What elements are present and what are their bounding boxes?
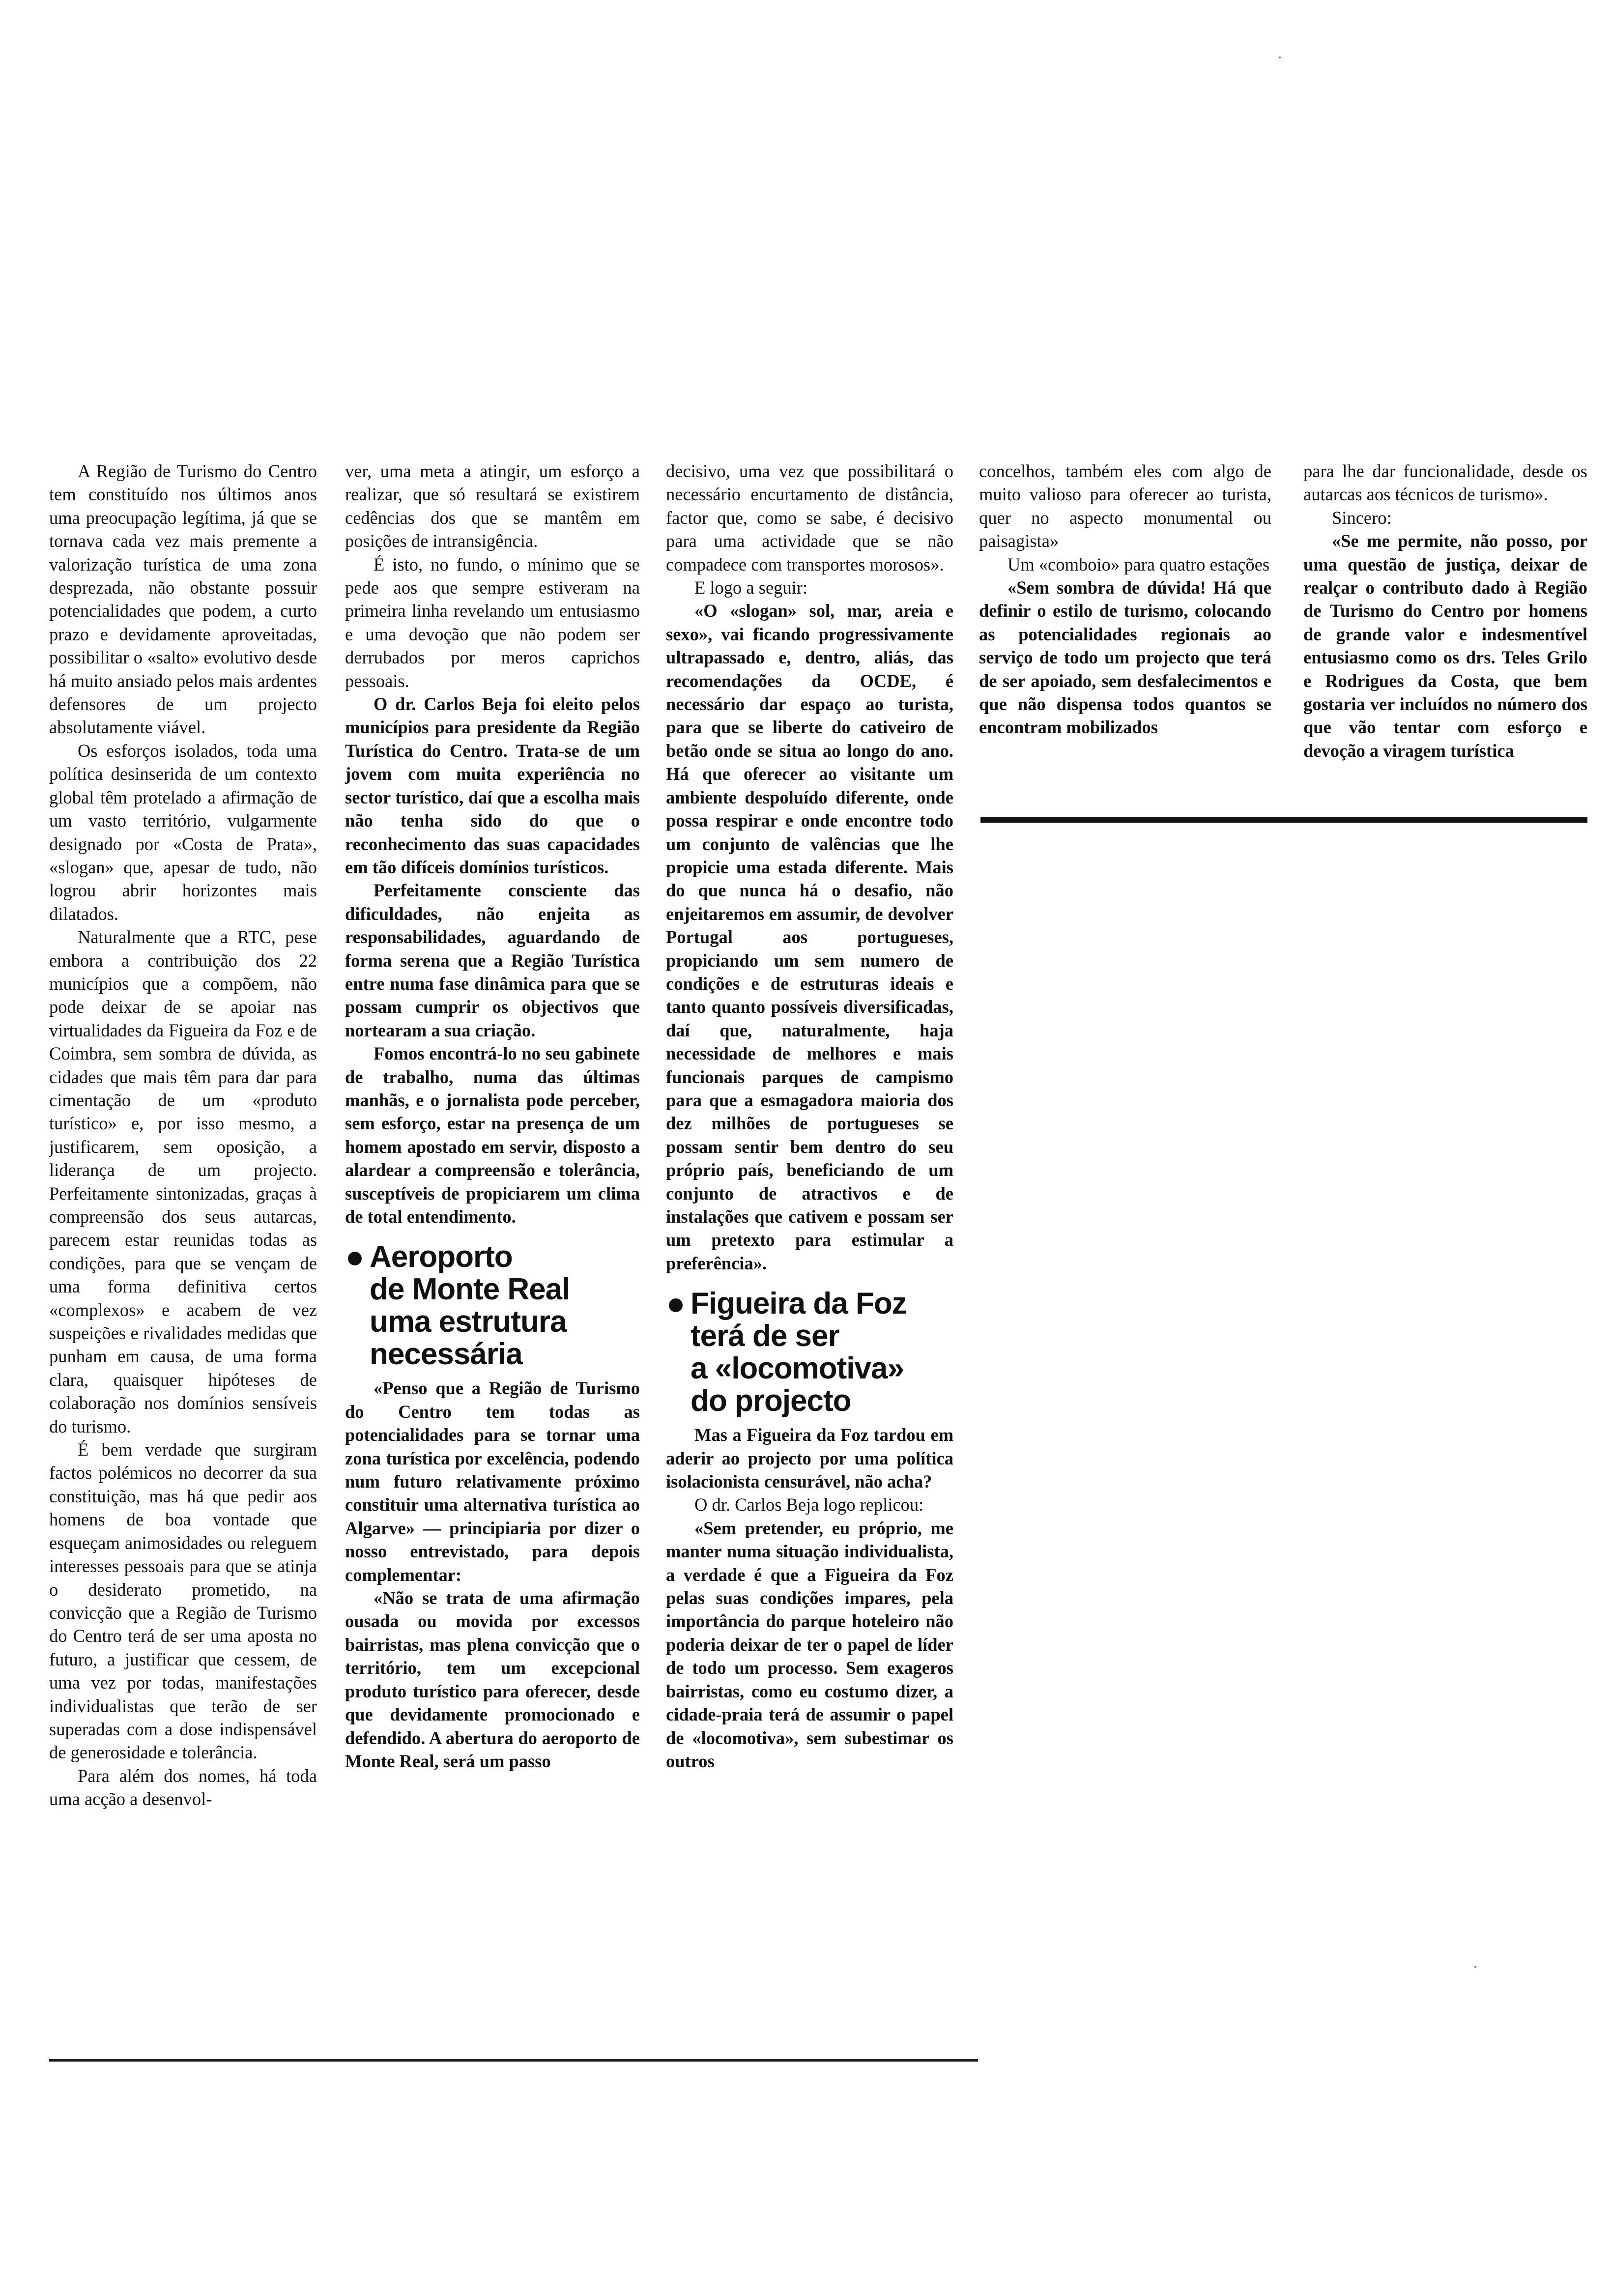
col3-body-after bbox=[666, 1423, 953, 1773]
article-paragraph: E logo a seguir: bbox=[694, 577, 808, 598]
article-column-1 bbox=[49, 459, 317, 1811]
subheading-line: do projecto bbox=[691, 1384, 851, 1418]
subheading-line: Figueira da Foz bbox=[691, 1287, 907, 1321]
article-paragraph: É bem verdade que surgiram factos polémicos no decorrer da sua constituição, mas há que pedir aos homens de boa vontade que esqueçam animosidades ou releguem interesses pessoais para que se atinja o desiderato prometido, na convicção que a Região de Turismo do Centro terá de ser uma aposta no futuro, a justificar que cessem, de uma vez por todas, manifestações individualistas que terão de ser superadas com a dose indispensável de generosidade e tolerância. bbox=[49, 1439, 317, 1763]
article-paragraph: para lhe dar funcionalidade, desde os autarcas aos técnicos de turismo». bbox=[1303, 461, 1587, 505]
article-column-4 bbox=[979, 459, 1271, 739]
article-column-3 bbox=[666, 459, 953, 1773]
scan-speck bbox=[1474, 1966, 1476, 1968]
article-paragraph: «O «slogan» sol, mar, areia e sexo», vai ficando progressivamente ultrapassado e, dentro, aliás, das recomendações da OCDE, é necessário dar espaço ao turista, para que se liberte do cativeiro de betão onde se situa ao longo do ano. Há que oferecer ao visitante um ambiente despoluído diferente, onde possa respirar e onde encontre todo um conjunto de valências que lhe propicie uma estada diferente. Mais do que nunca há o desafio, não enjeitaremos em assumir, de devolver Portugal aos portugueses, propiciando um sem numero de condições e de estruturas ideais e tanto quanto possíveis diversificadas, daí que, naturalmente, haja necessidade de melhores e mais funcionais parques de campismo para que a esmagadora maioria dos dez milhões de portugueses se possam sentir bem dentro do seu próprio país, beneficiando de um conjunto de atractivos e de instalações que cativem e possam ser um pretexto para estimular a preferência». bbox=[666, 601, 953, 1273]
subheading-line: a «locomotiva» bbox=[691, 1351, 904, 1386]
article-paragraph: Os esforços isolados, toda uma política desinserida de um contexto global têm protelado a afirmação de um vasto território, vulgarmente designado por «Costa de Prata», «slogan» que, apesar de tudo, não logrou abrir horizontes mais dilatados. bbox=[49, 740, 317, 924]
article-paragraph: ver, uma meta a atingir, um esforço a realizar, que só resultará se existirem cedências dos que se mantêm em posições de intransigência. bbox=[345, 461, 640, 551]
col2-body-after bbox=[345, 1377, 640, 1773]
page-bottom-rule bbox=[49, 2059, 978, 2062]
article-paragraph: Naturalmente que a RTC, pese embora a contribuição dos 22 municípios que a compõem, não pode deixar de se apoiar nas virtualidades da Figueira da Foz e de Coimbra, sem sombra de dúvida, as cidades que mais têm para dar para cimentação de um «produto turístico» e, por isso mesmo, a justificarem, sem oposição, a liderança de um projecto. Perfeitamente sintonizadas, graças à compreensão dos seus autarcas, parecem estar reunidas todas as condições, para que se vençam de uma forma definitiva certos «complexos» e acabem de vez suspeições e rivalidades medidas que punham em causa, de uma forma clara, quaisquer hipóteses de colaboração nos domínios sensíveis do turismo. bbox=[49, 927, 317, 1436]
article-paragraph: Um «comboio» para quatro estações bbox=[1008, 554, 1270, 574]
subheading-line: terá de ser bbox=[691, 1319, 839, 1353]
article-paragraph: «Penso que a Região de Turismo do Centro tem todas as potencialidades para se tornar uma zona turística por excelência, podendo num futuro relativamente próximo constituir uma alternativa turística ao Algarve» — principiaria por dizer o nosso entrevistado, para depois complementar: bbox=[345, 1378, 640, 1585]
subheading-line: de Monte Real bbox=[370, 1272, 570, 1307]
bullet-icon bbox=[669, 1298, 683, 1312]
article-paragraph: O dr. Carlos Beja logo replicou: bbox=[694, 1494, 924, 1515]
col3-body-before bbox=[666, 459, 953, 1275]
article-paragraph: concelhos, também eles com algo de muito valioso para oferecer ao turista, quer no aspecto monumental ou paisagista» bbox=[979, 461, 1271, 551]
article-paragraph: «Sem pretender, eu próprio, me manter numa situação individualista, a verdade é que a Figueira da Foz pelas suas condições impares, pela importância do parque hoteleiro não poderia deixar de ter o papel de líder de todo um processo. Sem exageros bairristas, como eu costumo dizer, a cidade-praia terá de assumir o papel de «locomotiva», sem subestimar os outros bbox=[666, 1518, 953, 1771]
article-paragraph: «Sem sombra de dúvida! Há que definir o estilo de turismo, colocando as potencialidades regionais ao serviço de todo um projecto que terá de ser apoiado, sem desfalecimentos e que não dispensa todos quantos se encontram mobilizados bbox=[979, 577, 1271, 738]
article-paragraph: Perfeitamente consciente das dificuldades, não enjeita as responsabilidades, aguardando de forma serena que a Região Turística entre numa fase dinâmica para que se possam cumprir os objectivos que nortearam a sua criação. bbox=[345, 880, 640, 1040]
article-paragraph: Para além dos nomes, há toda uma acção a desenvol- bbox=[49, 1765, 317, 1809]
article-column-2 bbox=[345, 459, 640, 1773]
subheading-line: Aeroporto bbox=[370, 1240, 513, 1274]
subheading-figueira bbox=[666, 1288, 953, 1417]
scan-speck bbox=[1279, 57, 1281, 58]
article-paragraph: «Se me permite, não posso, por uma questão de justiça, deixar de realçar o contributo dado à Região de Turismo do Centro por homens de grande valor e indesmentível entusiasmo como os drs. Teles Grilo e Rodrigues da Costa, que bem gostaria ver incluídos no número dos que vão tentar com esforço e devoção a viragem turística bbox=[1303, 531, 1587, 761]
subheading-line: uma estrutura bbox=[370, 1305, 567, 1339]
article-paragraph: É isto, no fundo, o mínimo que se pede aos que sempre estiveram na primeira linha revelando um entusiasmo e uma devoção que não podem ser derrubados por meros caprichos pessoais. bbox=[345, 554, 640, 691]
subheading-line: necessária bbox=[370, 1337, 522, 1372]
article-column-5 bbox=[1303, 459, 1587, 762]
bullet-icon bbox=[348, 1252, 362, 1265]
column-end-rule bbox=[980, 817, 1587, 823]
article-paragraph: «Não se trata de uma afirmação ousada ou movida por excessos bairristas, mas plena convicção que o território, tem um excepcional produto turístico para oferecer, desde que devidamente promocionado e defendido. A abertura do aeroporto de Monte Real, será um passo bbox=[345, 1588, 640, 1771]
article-paragraph: Mas a Figueira da Foz tardou em aderir ao projecto por uma política isolacionista censurável, não acha? bbox=[666, 1425, 953, 1492]
article-paragraph: A Região de Turismo do Centro tem constituído nos últimos anos uma preocupação legítima, já que se tornava cada vez mais premente a valorização turística de uma zona desprezada, não obstante possuir potencialidades que podem, a curto prazo e devidamente aproveitadas, possibilitar o «salto» evolutivo desde há muito ansiado pelos mais ardentes defensores de um projecto absolutamente viável. bbox=[49, 461, 317, 738]
col2-body-before bbox=[345, 459, 640, 1228]
article-paragraph: decisivo, uma vez que possibilitará o necessário encurtamento de distância, factor que, como se sabe, é decisivo para uma actividade que se não compadece com transportes morosos». bbox=[666, 461, 953, 574]
article-paragraph: O dr. Carlos Beja foi eleito pelos municípios para presidente da Região Turística do Centro. Trata-se de um jovem com muita experiência no sector turístico, daí que a escolha mais não tenha sido do que o reconhecimento das suas capacidades em tão difíceis domínios turísticos. bbox=[345, 694, 640, 877]
article-paragraph: Fomos encontrá-lo no seu gabinete de trabalho, numa das últimas manhãs, e o jornalista pode perceber, sem esforço, estar na presença de um homem apostado em servir, disposto a alardear a compreensão e tolerância, susceptíveis de propiciarem um clima de total entendimento. bbox=[345, 1043, 640, 1227]
article-paragraph: Sincero: bbox=[1332, 507, 1392, 528]
subheading-aeroporto bbox=[345, 1241, 640, 1371]
